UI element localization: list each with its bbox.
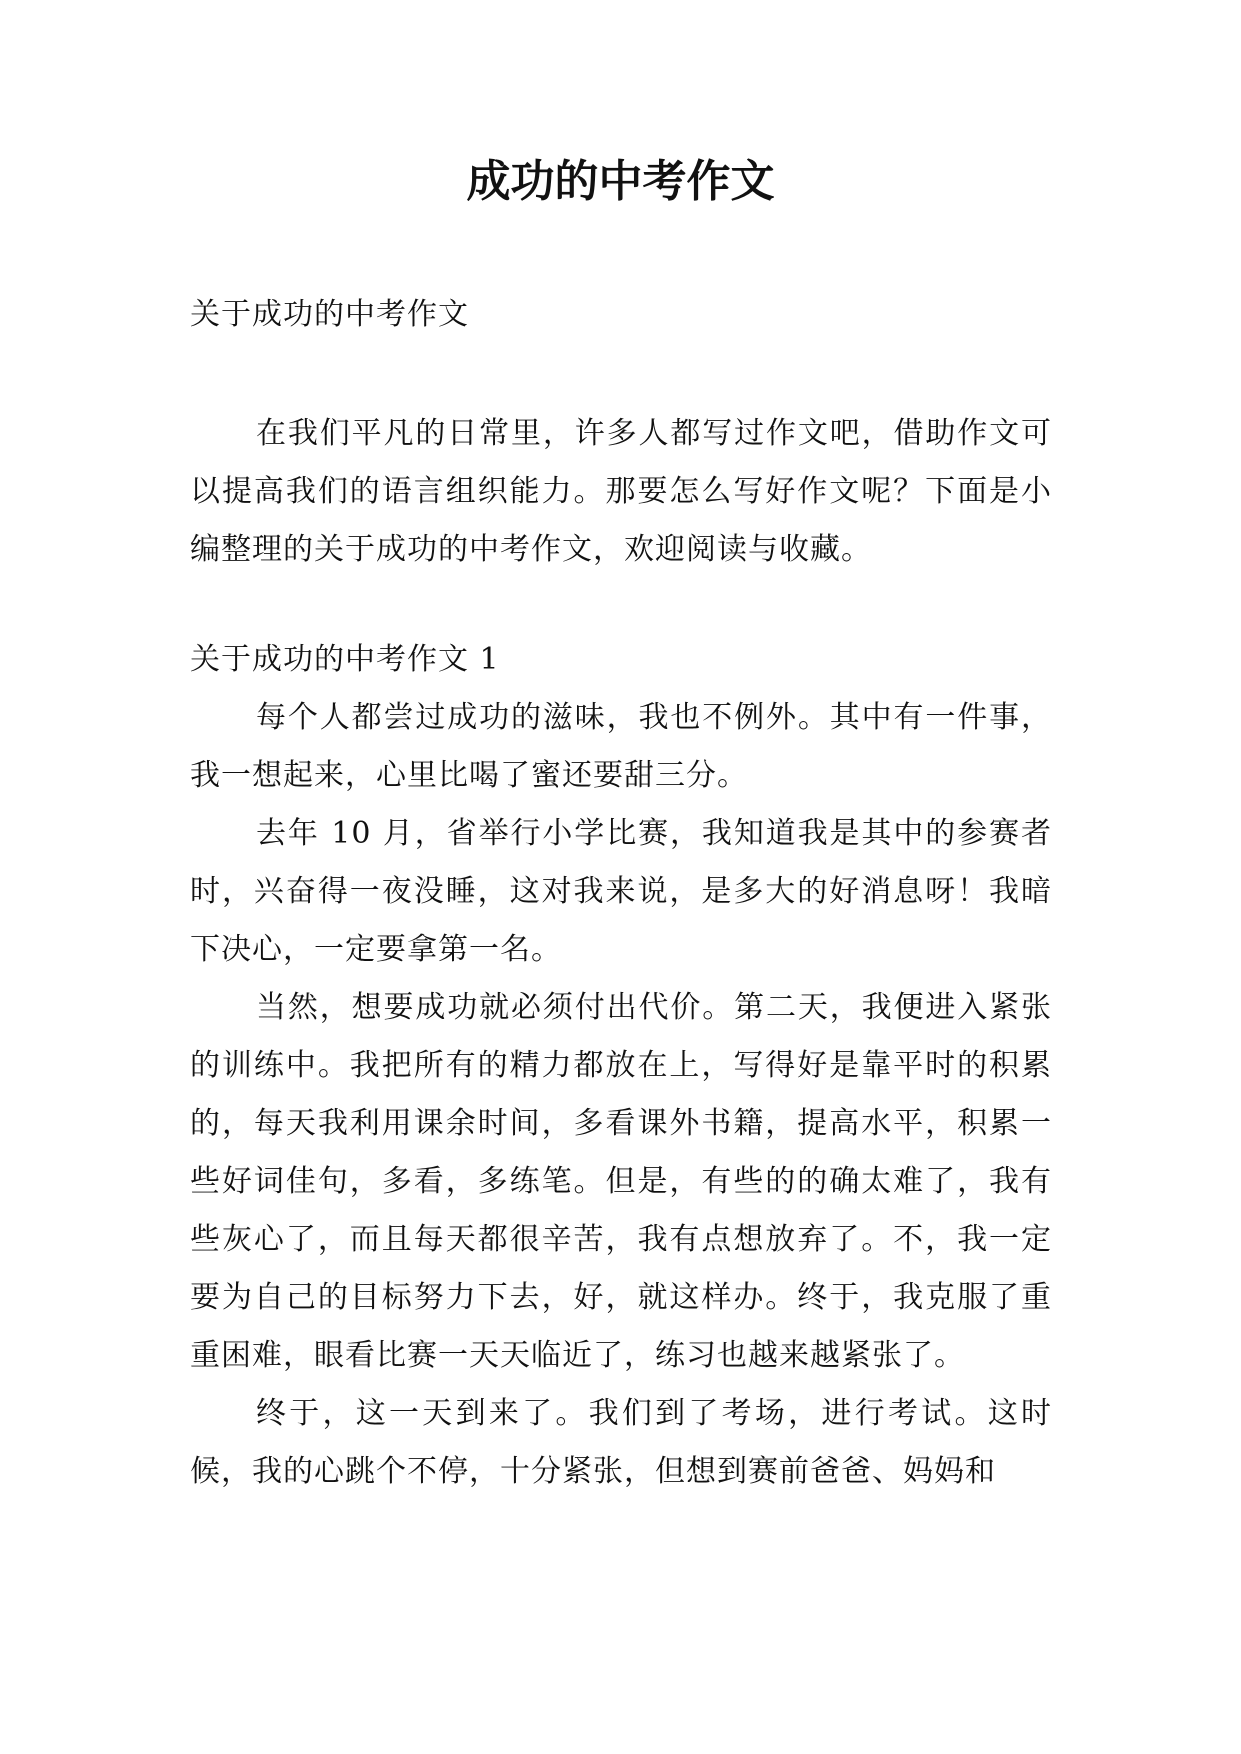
paragraph-1: 每个人都尝过成功的滋味，我也不例外。其中有一件事，我一想起来，心里比喝了蜜还要甜三分。 [190,700,1052,793]
document-title: 成功的中考作文 [466,156,775,207]
paragraph-2: 去年 10 月，省举行小学比赛，我知道我是其中的参赛者时，兴奋得一夜没睡，这对我来说，是多大的好消息呀！我暗下决心，一定要拿第一名。 [190,816,1052,967]
paragraph-3: 当然，想要成功就必须付出代价。第二天，我便进入紧张的训练中。我把所有的精力都放在上，写得好是靠平时的积累的，每天我利用课余时间，多看课外书籍，提高水平，积累一些好词佳句，多看，多练笔。但是，有些的的确太难了，我有些灰心了，而且每天都很辛苦，我有点想放弃了。不，我一定要为自己的目标努力下去，好，就这样办。终于，我克服了重重困难，眼看比赛一天天临近了，练习也越来越紧张了。 [190,990,1052,1373]
section-heading: 关于成功的中考作文 1 [190,642,500,677]
document-subtitle: 关于成功的中考作文 [190,297,469,332]
essay-content [190,689,1052,1501]
intro-paragraph: 在我们平凡的日常里，许多人都写过作文吧，借助作文可以提高我们的语言组织能力。那要怎么写好作文呢？下面是小编整理的关于成功的中考作文，欢迎阅读与收藏。 [190,416,1052,567]
paragraph-4: 终于，这一天到来了。我们到了考场，进行考试。这时候，我的心跳个不停，十分紧张，但想到赛前爸爸、妈妈和 [190,1396,1052,1489]
